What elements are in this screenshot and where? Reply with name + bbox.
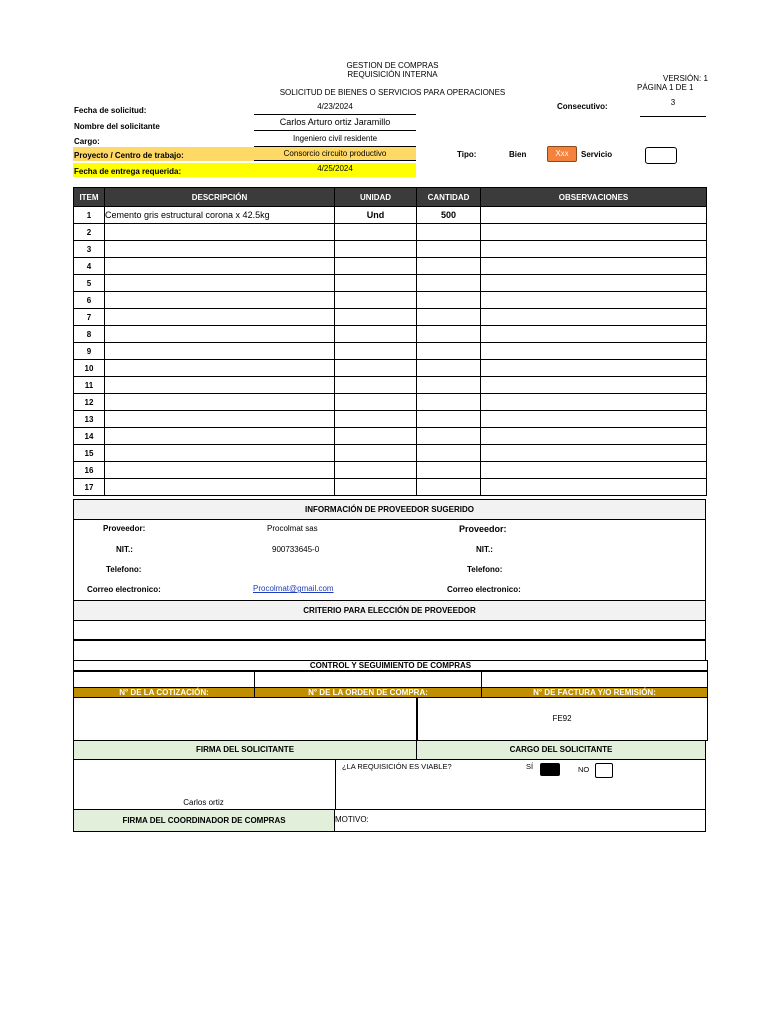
correo-link[interactable]: Procolmat@gmail.com [253,584,334,593]
consecutivo-value: 3 [640,98,706,117]
telefono-label: Telefono: [106,565,142,574]
cell-observaciones[interactable] [481,309,707,326]
no-label: NO [578,765,590,774]
cell-descripcion[interactable] [105,224,335,241]
cell-unidad[interactable] [335,377,417,394]
items-table [73,187,707,496]
cell-cantidad[interactable] [417,224,481,241]
cell-cantidad[interactable] [417,292,481,309]
cell-item: 13 [74,411,105,428]
cell-observaciones[interactable] [481,360,707,377]
cell-descripcion[interactable] [105,258,335,275]
firma-coordinador-label: FIRMA DEL COORDINADOR DE COMPRAS [73,809,335,832]
no-checkbox[interactable] [595,763,613,778]
cell-unidad[interactable] [335,462,417,479]
fecha-value[interactable]: 4/23/2024 [254,102,416,115]
cell-observaciones[interactable] [481,428,707,445]
entrega-label: Fecha de entrega requerida: [74,167,182,176]
cell-observaciones[interactable] [481,241,707,258]
cell-descripcion[interactable] [105,309,335,326]
cell-item: 1 [74,207,105,224]
cell-cantidad[interactable] [417,394,481,411]
table-row [74,394,707,411]
cell-descripcion[interactable] [105,241,335,258]
col-header-descripcion: DESCRIPCIÓN [105,188,335,207]
cell-observaciones[interactable] [481,258,707,275]
cell-descripcion[interactable] [105,445,335,462]
bien-label: Bien [509,150,527,159]
viable-label: ¿LA REQUISICIÓN ES VIABLE? [342,762,452,771]
table-row [74,462,707,479]
cell-item: 15 [74,445,105,462]
entrega-value[interactable]: 4/25/2024 [317,164,353,173]
cell-unidad[interactable]: Und [335,207,417,224]
cell-cantidad[interactable] [417,258,481,275]
fecha-label: Fecha de solicitud: [74,106,147,115]
cell-descripcion[interactable] [105,326,335,343]
cell-cantidad[interactable] [417,309,481,326]
table-row [74,411,707,428]
cell-cantidad[interactable] [417,241,481,258]
cell-item: 3 [74,241,105,258]
proyecto-value[interactable]: Consorcio circuito productivo [254,147,416,161]
cell-unidad[interactable] [335,479,417,496]
nombre-label: Nombre del solicitante [74,122,160,131]
cell-descripcion[interactable] [105,411,335,428]
cell-item: 6 [74,292,105,309]
cell-descripcion[interactable] [105,360,335,377]
cell-observaciones[interactable] [481,445,707,462]
factura-label: N° DE FACTURA Y/O REMISIÓN: [481,687,708,698]
criterio-section-title: CRITERIO PARA ELECCIÓN DE PROVEEDOR [73,600,706,621]
cell-cantidad[interactable] [417,479,481,496]
cell-descripcion[interactable] [105,275,335,292]
doc-title-line1: GESTION DE COMPRAS [346,61,439,70]
cell-descripcion[interactable] [105,343,335,360]
cell-unidad[interactable] [335,326,417,343]
cotizacion-label: N° DE LA COTIZACIÓN: [73,687,255,698]
cargo-solicitante-label: CARGO DEL SOLICITANTE [416,740,706,760]
cell-observaciones[interactable] [481,292,707,309]
cell-item: 17 [74,479,105,496]
factura-input[interactable] [481,670,708,688]
version-label: VERSIÓN: 1 [663,74,708,83]
consecutivo-label: Consecutivo: [557,102,608,111]
cell-cantidad[interactable] [417,445,481,462]
proveedor-label: Proveedor: [103,524,146,533]
cell-descripcion[interactable] [105,377,335,394]
servicio-checkbox[interactable] [645,147,677,164]
table-row [74,343,707,360]
cell-unidad[interactable] [335,360,417,377]
cell-item: 11 [74,377,105,394]
cell-item: 9 [74,343,105,360]
criterio-row-1[interactable] [73,620,706,641]
motivo-label: MOTIVO: [335,815,369,824]
table-row [74,428,707,445]
cell-unidad[interactable] [335,411,417,428]
cell-observaciones[interactable] [481,326,707,343]
col-header-unidad: UNIDAD [335,188,417,207]
proveedor-section-title: INFORMACIÓN DE PROVEEDOR SUGERIDO [73,499,706,520]
table-row [74,479,707,496]
control-value-left[interactable] [73,697,418,741]
cell-observaciones[interactable] [481,224,707,241]
table-row [74,292,707,309]
cell-cantidad[interactable] [417,428,481,445]
nombre-value[interactable]: Carlos Arturo ortiz Jaramillo [254,117,416,131]
correo2-label: Correo electronico: [447,585,521,594]
cell-item: 14 [74,428,105,445]
cell-cantidad[interactable] [417,377,481,394]
table-row [74,377,707,394]
proveedor-value[interactable]: Procolmat sas [267,524,318,533]
cell-cantidad[interactable] [417,343,481,360]
cell-unidad[interactable] [335,343,417,360]
cell-unidad[interactable] [335,428,417,445]
cell-observaciones[interactable] [481,207,707,224]
solicitante-name: Carlos ortiz [183,798,224,807]
proveedor2-label: Proveedor: [459,524,507,534]
col-header-observaciones: OBSERVACIONES [481,188,707,207]
cell-item: 4 [74,258,105,275]
cell-unidad[interactable] [335,292,417,309]
cell-item: 10 [74,360,105,377]
criterio-row-2[interactable] [73,639,706,661]
cell-unidad[interactable] [335,275,417,292]
cell-item: 2 [74,224,105,241]
col-header-item: ITEM [74,188,105,207]
motivo-box[interactable] [334,809,706,832]
cell-unidad[interactable] [335,258,417,275]
table-row [74,224,707,241]
telefono2-label: Telefono: [467,565,503,574]
doc-title-line2: REQUISICIÓN INTERNA [347,70,438,79]
table-row [74,360,707,377]
cell-unidad[interactable] [335,394,417,411]
cell-item: 7 [74,309,105,326]
cell-unidad[interactable] [335,309,417,326]
cell-unidad[interactable] [335,241,417,258]
cargo-label: Cargo: [74,137,100,146]
servicio-label: Servicio [581,150,613,159]
nit-value[interactable]: 900733645-0 [272,545,320,554]
table-row [74,241,707,258]
page-label: PÁGINA 1 DE 1 [637,83,694,92]
doc-subtitle: SOLICITUD DE BIENES O SERVICIOS PARA OPERACIONES [279,88,506,97]
table-row [74,309,707,326]
cell-item: 16 [74,462,105,479]
cell-unidad[interactable] [335,224,417,241]
cell-descripcion[interactable] [105,394,335,411]
table-row [74,326,707,343]
proyecto-label: Proyecto / Centro de trabajo: [74,151,184,160]
cell-cantidad[interactable] [417,462,481,479]
si-label: SÍ [526,762,534,771]
table-row [74,258,707,275]
cell-descripcion[interactable] [105,462,335,479]
nit2-label: NIT.: [476,545,493,554]
cell-observaciones[interactable] [481,479,707,496]
factura-value[interactable]: FE92 [416,697,708,741]
si-checkbox[interactable] [540,763,560,776]
cell-observaciones[interactable] [481,462,707,479]
cell-unidad[interactable] [335,445,417,462]
control-section-title: CONTROL Y SEGUIMIENTO DE COMPRAS [73,660,708,672]
cell-observaciones[interactable] [481,377,707,394]
cell-descripcion[interactable] [105,428,335,445]
cell-cantidad[interactable]: 500 [417,207,481,224]
orden-label: N° DE LA ORDEN DE COMPRA: [254,687,482,698]
table-row [74,275,707,292]
cell-descripcion[interactable] [105,292,335,309]
orden-input[interactable] [254,670,482,688]
table-row [74,207,707,224]
cell-descripcion[interactable]: Cemento gris estructural corona x 42.5kg [105,207,335,224]
cell-descripcion[interactable] [105,479,335,496]
correo-label: Correo electronico: [87,585,161,594]
cell-cantidad[interactable] [417,360,481,377]
cell-cantidad[interactable] [417,275,481,292]
firma-solicitante-label: FIRMA DEL SOLICITANTE [73,740,417,760]
bien-checkbox[interactable]: Xxx [547,146,577,162]
cell-item: 12 [74,394,105,411]
tipo-label: Tipo: [457,150,477,159]
cell-item: 8 [74,326,105,343]
cargo-value[interactable]: Ingeniero civil residente [254,134,416,147]
cell-cantidad[interactable] [417,326,481,343]
cell-observaciones[interactable] [481,275,707,292]
cell-observaciones[interactable] [481,343,707,360]
cell-observaciones[interactable] [481,394,707,411]
cell-cantidad[interactable] [417,411,481,428]
table-row [74,445,707,462]
cotizacion-input[interactable] [73,670,255,688]
col-header-cantidad: CANTIDAD [417,188,481,207]
items-header-row [74,188,707,207]
cell-item: 5 [74,275,105,292]
cell-observaciones[interactable] [481,411,707,428]
nit-label: NIT.: [116,545,133,554]
